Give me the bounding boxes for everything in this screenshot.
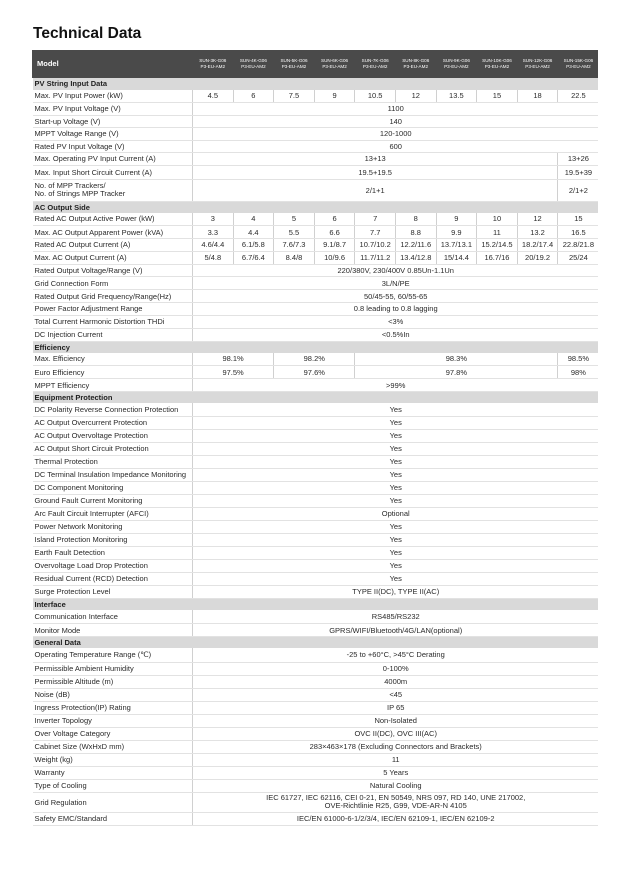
- row-label: Rated Output Grid Frequency/Range(Hz): [33, 290, 193, 303]
- value-cell: 5/4.8: [193, 251, 234, 264]
- value-cell: 6: [233, 90, 274, 103]
- value-cell: Natural Cooling: [193, 779, 599, 792]
- row-label: DC Component Monitoring: [33, 481, 193, 494]
- row-label: Safety EMC/Standard: [33, 812, 193, 825]
- row-label: Monitor Mode: [33, 624, 193, 637]
- value-cell: 15/14.4: [436, 251, 477, 264]
- value-cell: 140: [193, 115, 599, 128]
- value-cell: 12: [395, 90, 436, 103]
- value-cell: 8: [395, 213, 436, 226]
- value-cell: 283×463×178 (Excluding Connectors and Brackets): [193, 740, 599, 753]
- model-column-header: [477, 50, 518, 78]
- table-row: [33, 103, 599, 116]
- value-cell: 0-100%: [193, 662, 599, 675]
- value-cell: 6.7/6.4: [233, 251, 274, 264]
- table-row: [33, 455, 599, 468]
- table-row: [33, 226, 599, 239]
- value-cell: 6.1/5.8: [233, 239, 274, 252]
- value-cell: 15.2/14.5: [477, 239, 518, 252]
- model-name: SUN-8K-G06: [402, 58, 430, 63]
- model-column-header: [436, 50, 477, 78]
- row-label: Thermal Protection: [33, 455, 193, 468]
- row-label: DC Injection Current: [33, 328, 193, 341]
- row-label: Weight (kg): [33, 753, 193, 766]
- value-cell: IEC/EN 61000-6-1/2/3/4, IEC/EN 62109-1, IEC/EN 62109-2: [193, 812, 599, 825]
- row-label: Max. AC Output Apparent Power (kVA): [33, 226, 193, 239]
- table-row: [33, 533, 599, 546]
- model-variant: P3-EU-AM2: [525, 64, 550, 69]
- model-variant: P3-EU-AM2: [403, 64, 429, 69]
- value-cell: 98.1%: [193, 353, 274, 366]
- value-cell: 11: [193, 753, 599, 766]
- row-label: Permissible Ambient Humidity: [33, 662, 193, 675]
- table-body: [33, 78, 599, 825]
- table-row: [33, 546, 599, 559]
- model-column-header: [355, 50, 396, 78]
- value-cell: 7.7: [355, 226, 396, 239]
- value-cell: 4.6/4.4: [193, 239, 234, 252]
- table-row: [33, 90, 599, 103]
- model-name: SUN-3K-G06: [199, 58, 227, 63]
- value-cell: 97.5%: [193, 366, 274, 379]
- table-row: [33, 727, 599, 740]
- row-label: Earth Fault Detection: [33, 546, 193, 559]
- table-row: [33, 140, 599, 153]
- row-label: Power Factor Adjustment Range: [33, 303, 193, 316]
- table-row: [33, 740, 599, 753]
- page-title: Technical Data: [33, 25, 142, 42]
- value-cell: TYPE II(DC), TYPE II(AC): [193, 585, 599, 598]
- table-row: [33, 251, 599, 264]
- value-cell: IEC 61727, IEC 62116, CEI 0-21, EN 50549, NRS 097, RD 140, UNE 217002, OVE-Richtlinie R25, G99, VDE-AR-N 4105: [193, 792, 599, 812]
- value-cell: 9.1/8.7: [314, 239, 355, 252]
- value-cell: Yes: [193, 559, 599, 572]
- value-cell: 7.6/7.3: [274, 239, 315, 252]
- row-label: Max. Efficiency: [33, 353, 193, 366]
- value-cell: 15: [477, 90, 518, 103]
- technical-data-table: [32, 50, 598, 826]
- value-cell: Yes: [193, 494, 599, 507]
- table-row: [33, 213, 599, 226]
- row-label: Overvoltage Load Drop Protection: [33, 559, 193, 572]
- table-row: [33, 572, 599, 585]
- table-row: [33, 403, 599, 416]
- model-variant: P3-EU-AM2: [362, 64, 388, 69]
- row-label: Max. AC Output Current (A): [33, 251, 193, 264]
- value-cell: 0.8 leading to 0.8 lagging: [193, 303, 599, 316]
- value-cell: 3: [193, 213, 234, 226]
- value-cell: <45: [193, 688, 599, 701]
- value-cell: 19.5+39: [558, 165, 599, 179]
- value-cell: Optional: [193, 507, 599, 520]
- value-cell: 18: [517, 90, 558, 103]
- table-row: [33, 675, 599, 688]
- section-header-row: [33, 78, 599, 90]
- row-label: Rated AC Output Active Power (kW): [33, 213, 193, 226]
- model-name: SUN-15K-G06: [563, 58, 594, 63]
- value-cell: OVC II(DC), OVC III(AC): [193, 727, 599, 740]
- value-cell: 98.2%: [274, 353, 355, 366]
- model-name: SUN-6K-G06: [321, 58, 349, 63]
- value-cell: Yes: [193, 442, 599, 455]
- value-cell: 10/9.6: [314, 251, 355, 264]
- model-column-header: [558, 50, 599, 78]
- value-cell: Yes: [193, 481, 599, 494]
- value-cell: 600: [193, 140, 599, 153]
- value-cell: 3L/N/PE: [193, 277, 599, 290]
- section-title: Interface: [33, 598, 599, 610]
- value-cell: 11: [477, 226, 518, 239]
- value-cell: 13.7/13.1: [436, 239, 477, 252]
- model-variant: P3-EU-AM2: [241, 64, 266, 69]
- row-label: Euro Efficiency: [33, 366, 193, 379]
- value-cell: 4.5: [193, 90, 234, 103]
- table-row: [33, 753, 599, 766]
- row-label: Type of Cooling: [33, 779, 193, 792]
- value-cell: 2/1+2: [558, 179, 599, 201]
- row-label: Total Current Harmonic Distortion THDi: [33, 315, 193, 328]
- row-label: Grid Connection Form: [33, 277, 193, 290]
- table-row: [33, 468, 599, 481]
- section-title: PV String Input Data: [33, 78, 599, 90]
- model-column-header: [274, 50, 315, 78]
- row-label: Inverter Topology: [33, 714, 193, 727]
- value-cell: 22.8/21.8: [558, 239, 599, 252]
- value-cell: Yes: [193, 416, 599, 429]
- row-label: Warranty: [33, 766, 193, 779]
- value-cell: 22.5: [558, 90, 599, 103]
- row-label: Max. PV Input Power (kW): [33, 90, 193, 103]
- row-label: DC Terminal Insulation Impedance Monitoring: [33, 468, 193, 481]
- value-cell: >99%: [193, 379, 599, 392]
- value-cell: 97.8%: [355, 366, 558, 379]
- value-cell: 98.3%: [355, 353, 558, 366]
- table-row: [33, 429, 599, 442]
- row-label: Max. Operating PV Input Current (A): [33, 153, 193, 166]
- value-cell: Yes: [193, 520, 599, 533]
- table-row: [33, 624, 599, 637]
- table-row: [33, 610, 599, 624]
- value-cell: 12: [517, 213, 558, 226]
- row-label: Residual Current (RCD) Detection: [33, 572, 193, 585]
- table-row: [33, 662, 599, 675]
- value-cell: <0.5%In: [193, 328, 599, 341]
- model-variant: P3-EU-AM2: [444, 64, 469, 69]
- model-column-header: [517, 50, 558, 78]
- value-cell: 1100: [193, 103, 599, 116]
- value-cell: Yes: [193, 572, 599, 585]
- model-name: SUN-5K-G06: [280, 58, 308, 63]
- value-cell: 5.5: [274, 226, 315, 239]
- value-cell: 98%: [558, 366, 599, 379]
- value-cell: 16.5: [558, 226, 599, 239]
- row-label: Grid Regulation: [33, 792, 193, 812]
- table-row: [33, 303, 599, 316]
- row-label: Max. Input Short Circuit Current (A): [33, 165, 193, 179]
- section-header-row: [33, 392, 599, 404]
- value-cell: 15: [558, 213, 599, 226]
- model-column-header: [193, 50, 234, 78]
- table-row: [33, 328, 599, 341]
- table-header-row: [33, 50, 599, 78]
- value-cell: 12.2/11.6: [395, 239, 436, 252]
- value-cell: 120-1000: [193, 128, 599, 141]
- row-label: DC Polarity Reverse Connection Protection: [33, 403, 193, 416]
- row-label: Ground Fault Current Monitoring: [33, 494, 193, 507]
- section-title: Efficiency: [33, 341, 599, 353]
- model-variant: P3-EU-AM2: [322, 64, 347, 69]
- value-cell: 6.6: [314, 226, 355, 239]
- table-row: [33, 115, 599, 128]
- row-label: Rated PV Input Voltage (V): [33, 140, 193, 153]
- value-cell: 7.5: [274, 90, 315, 103]
- model-name: SUN-12K-G06: [522, 58, 553, 63]
- value-cell: Non-Isolated: [193, 714, 599, 727]
- row-label: Cabinet Size (WxHxD mm): [33, 740, 193, 753]
- row-label: Over Voltage Category: [33, 727, 193, 740]
- row-label: Surge Protection Level: [33, 585, 193, 598]
- row-label: Rated AC Output Current (A): [33, 239, 193, 252]
- section-title: General Data: [33, 637, 599, 649]
- row-label: MPPT Voltage Range (V): [33, 128, 193, 141]
- model-name: SUN-4K-G06: [239, 58, 267, 63]
- table-row: [33, 792, 599, 812]
- value-cell: 18.2/17.4: [517, 239, 558, 252]
- row-label: Operating Temperature Range (℃): [33, 648, 193, 662]
- table-row: [33, 648, 599, 662]
- table-row: [33, 128, 599, 141]
- table-row: [33, 165, 599, 179]
- row-label: Start-up Voltage (V): [33, 115, 193, 128]
- value-cell: 13.4/12.8: [395, 251, 436, 264]
- table-row: [33, 507, 599, 520]
- table-row: [33, 153, 599, 166]
- model-header-label: Model: [33, 50, 193, 78]
- value-cell: 98.5%: [558, 353, 599, 366]
- table-row: [33, 264, 599, 277]
- value-cell: 19.5+19.5: [193, 165, 558, 179]
- table-row: [33, 481, 599, 494]
- table-row: [33, 239, 599, 252]
- row-label: Arc Fault Circuit Interrupter (AFCI): [33, 507, 193, 520]
- value-cell: <3%: [193, 315, 599, 328]
- value-cell: 10.7/10.2: [355, 239, 396, 252]
- table-row: [33, 442, 599, 455]
- row-label: Power Network Monitoring: [33, 520, 193, 533]
- value-cell: 11.7/11.2: [355, 251, 396, 264]
- value-cell: 20/19.2: [517, 251, 558, 264]
- row-label: Permissible Altitude (m): [33, 675, 193, 688]
- table-row: [33, 779, 599, 792]
- value-cell: Yes: [193, 468, 599, 481]
- model-name: SUN-10K-G06: [482, 58, 512, 63]
- table-row: [33, 559, 599, 572]
- value-cell: 13+26: [558, 153, 599, 166]
- table-row: [33, 379, 599, 392]
- value-cell: 16.7/16: [477, 251, 518, 264]
- model-column-header: [314, 50, 355, 78]
- row-label: Rated Output Voltage/Range (V): [33, 264, 193, 277]
- table-row: [33, 812, 599, 825]
- value-cell: 4.4: [233, 226, 274, 239]
- row-label: Noise (dB): [33, 688, 193, 701]
- model-name: SUN-7K-G06: [361, 58, 389, 63]
- table-row: [33, 766, 599, 779]
- model-variant: P3-EU-AM2: [200, 64, 226, 69]
- value-cell: RS485/RS232: [193, 610, 599, 624]
- row-label: No. of MPP Trackers/ No. of Strings MPP Tracker: [33, 179, 193, 201]
- value-cell: Yes: [193, 546, 599, 559]
- value-cell: 5 Years: [193, 766, 599, 779]
- model-variant: P3-EU-AM2: [281, 64, 307, 69]
- value-cell: 2/1+1: [193, 179, 558, 201]
- value-cell: IP 65: [193, 701, 599, 714]
- section-header-row: [33, 637, 599, 649]
- row-label: MPPT Efficiency: [33, 379, 193, 392]
- section-title: AC Output Side: [33, 201, 599, 213]
- table-row: [33, 714, 599, 727]
- table-row: [33, 585, 599, 598]
- table-row: [33, 520, 599, 533]
- value-cell: 220/380V, 230/400V 0.85Un-1.1Un: [193, 264, 599, 277]
- row-label: Communication Interface: [33, 610, 193, 624]
- value-cell: 13+13: [193, 153, 558, 166]
- value-cell: 9.9: [436, 226, 477, 239]
- row-label: Island Protection Monitoring: [33, 533, 193, 546]
- value-cell: 8.8: [395, 226, 436, 239]
- value-cell: 25/24: [558, 251, 599, 264]
- value-cell: -25 to +60°C, >45°C Derating: [193, 648, 599, 662]
- value-cell: 10.5: [355, 90, 396, 103]
- table-row: [33, 701, 599, 714]
- value-cell: GPRS/WIFI/Bluetooth/4G/LAN(optional): [193, 624, 599, 637]
- model-name: SUN-9K-G06: [442, 58, 470, 63]
- value-cell: 10: [477, 213, 518, 226]
- value-cell: 9: [436, 213, 477, 226]
- model-column-header: [395, 50, 436, 78]
- table-row: [33, 688, 599, 701]
- table-row: [33, 277, 599, 290]
- value-cell: 97.6%: [274, 366, 355, 379]
- table-row: [33, 179, 599, 201]
- value-cell: 9: [314, 90, 355, 103]
- table-row: [33, 315, 599, 328]
- row-label: AC Output Overcurrent Protection: [33, 416, 193, 429]
- table-row: [33, 494, 599, 507]
- section-header-row: [33, 341, 599, 353]
- row-label: Max. PV Input Voltage (V): [33, 103, 193, 116]
- section-header-row: [33, 201, 599, 213]
- model-variant: P3-EU-AM2: [566, 64, 591, 69]
- row-label: AC Output Overvoltage Protection: [33, 429, 193, 442]
- section-title: Equipment Protection: [33, 392, 599, 404]
- value-cell: Yes: [193, 403, 599, 416]
- row-label: Ingress Protection(IP) Rating: [33, 701, 193, 714]
- table-row: [33, 366, 599, 379]
- value-cell: 4000m: [193, 675, 599, 688]
- section-header-row: [33, 598, 599, 610]
- value-cell: 8.4/8: [274, 251, 315, 264]
- value-cell: Yes: [193, 533, 599, 546]
- value-cell: 50/45-55, 60/55-65: [193, 290, 599, 303]
- value-cell: 6: [314, 213, 355, 226]
- value-cell: Yes: [193, 455, 599, 468]
- value-cell: 4: [233, 213, 274, 226]
- model-column-header: [233, 50, 274, 78]
- table-row: [33, 290, 599, 303]
- value-cell: 13.5: [436, 90, 477, 103]
- table-row: [33, 353, 599, 366]
- value-cell: 13.2: [517, 226, 558, 239]
- value-cell: 3.3: [193, 226, 234, 239]
- value-cell: 5: [274, 213, 315, 226]
- value-cell: 7: [355, 213, 396, 226]
- model-variant: P3-EU-AM2: [484, 64, 510, 69]
- row-label: AC Output Short Circuit Protection: [33, 442, 193, 455]
- table-row: [33, 416, 599, 429]
- value-cell: Yes: [193, 429, 599, 442]
